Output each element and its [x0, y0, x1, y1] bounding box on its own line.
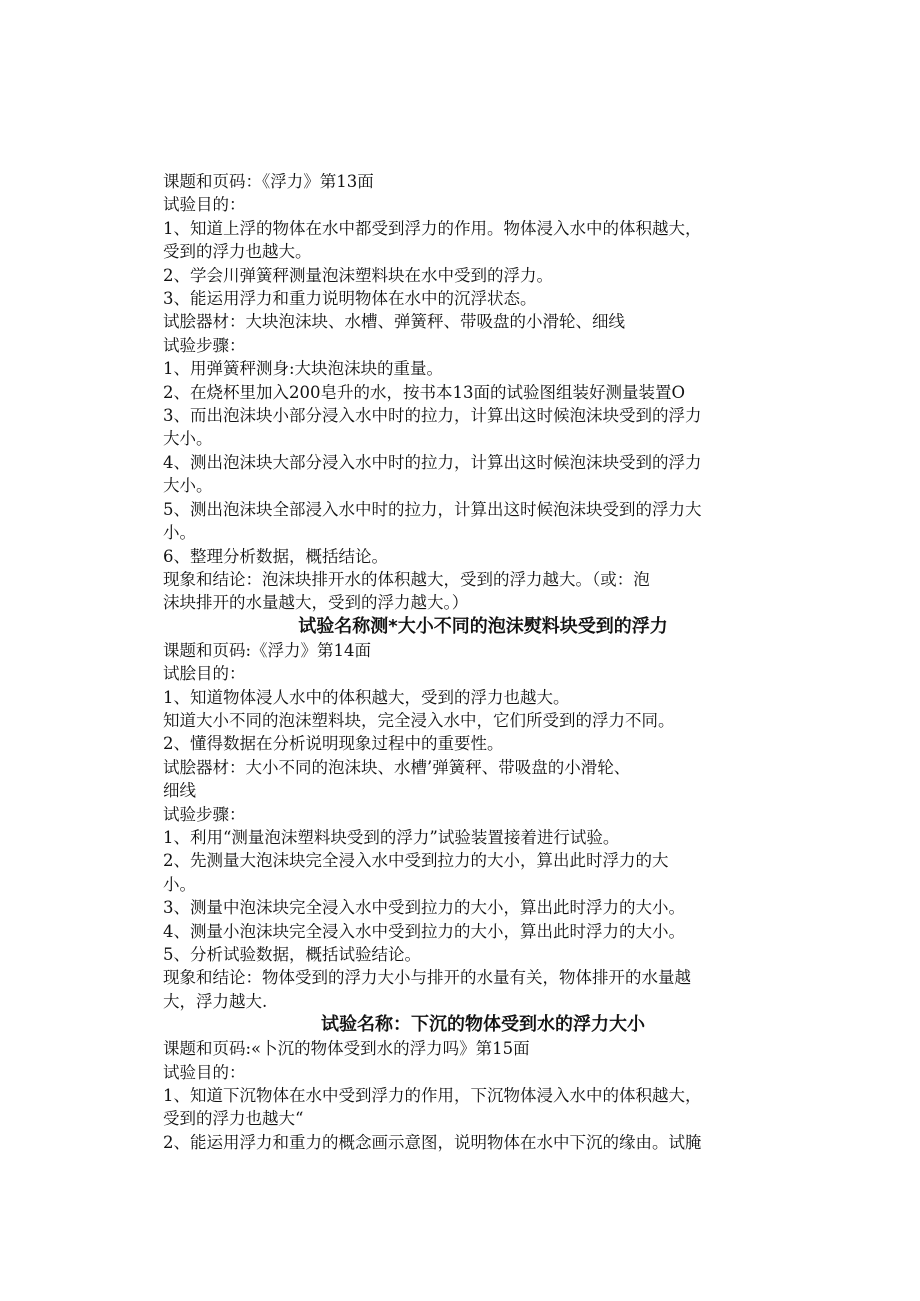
text-line: 3、测量中泡沫块完全浸入水中受到拉力的大小，算出此时浮力的大小。: [163, 898, 685, 918]
text-line: 试脍器材：大小不同的泡沫块、水槽’弹簧秤、带吸盘的小滑轮、: [163, 757, 631, 777]
section-heading: 试验名称：下沉的物体受到水的浮力大小: [321, 1014, 645, 1036]
text-line: 试验目的：: [163, 1062, 246, 1082]
text-line: 试脍目的：: [163, 664, 246, 684]
text-line: 2、在烧杯里加入200皂升的水，按书本13面的试验图组装好测量装置O: [163, 382, 686, 402]
text-line: 试验目的：: [163, 195, 246, 215]
text-line: 课题和页码:《浮力》第14面: [163, 640, 372, 660]
text-line: 2、学会川弹簧秤测量泡沫塑料块在水中受到的浮力。: [163, 265, 553, 285]
text-line: 2、能运用浮力和重力的概念画示意图，说明物体在水中下沉的缘由。试腌: [163, 1132, 702, 1152]
text-line: 1、知道物体浸人水中的体积越大，受到的浮力也越大。: [163, 687, 570, 707]
text-line: 小。: [163, 874, 196, 894]
text-line: 现象和结论：物体受到的浮力大小与排开的水量有关，物体排开的水量越: [163, 968, 691, 988]
text-line: 细线: [163, 781, 196, 801]
text-line: 1、用弹簧秤测身:大块泡沫块的重量。: [163, 359, 444, 379]
text-line: 2、先测量大泡沫块完全浸入水中受到拉力的大小，算出此时浮力的大: [163, 851, 669, 871]
text-line: 受到的浮力也越大“: [163, 1109, 304, 1129]
text-line: 知道大小不同的泡沫塑料块，完全浸入水中，它们所受到的浮力不同。: [163, 710, 675, 730]
text-line: 1、知道下沉物体在水中受到浮力的作用，下沉物体浸入水中的体积越大，: [163, 1086, 702, 1106]
text-line: 5、测出泡沫块全部浸入水中时的拉力，计算出这时候泡沫块受到的浮力大: [163, 499, 702, 519]
text-line: 1、知道上浮的物体在水中都受到浮力的作用。物体浸入水中的体积越大，: [163, 218, 702, 238]
text-line: 大小。: [163, 476, 213, 496]
text-line: 沫块排开的水量越大，受到的浮力越大。）: [163, 593, 469, 613]
text-line: 受到的浮力也越大。: [163, 242, 312, 262]
text-line: 1、利用“测量泡沫塑料块受到的浮力”试验装置接着进行试验。: [163, 827, 620, 847]
text-line: 试脍器材：大块泡沫块、水槽、弹簧秤、带吸盘的小滑轮、细线: [163, 312, 625, 332]
text-line: 现象和结论：泡沫块排开水的体积越大，受到的浮力越大。（或：泡: [163, 569, 650, 589]
section-heading: 试验名称测*大小不同的泡沫熨料块受到的浮力: [298, 615, 668, 637]
text-line: 小。: [163, 523, 196, 543]
text-line: 2、懂得数据在分析说明现象过程中的重要性。: [163, 734, 504, 754]
text-line: 3、而出泡沫块小部分浸入水中时的拉力，计算出这时候泡沫块受到的浮力: [163, 406, 702, 426]
text-line: 5、分析试验数据，概括试验结论。: [163, 945, 421, 964]
text-line: 课题和页码：《浮力》第13面: [163, 172, 374, 191]
text-line: 课题和页码:«卜沉的物体受到水的浮力吗》第15面: [163, 1039, 530, 1059]
text-line: 试验步骤：: [163, 804, 246, 824]
text-line: 3、能运用浮力和重力说明物体在水中的沉浮状态。: [163, 289, 537, 309]
text-line: 4、测量小泡沫块完全浸入水中受到拉力的大小，算出此时浮力的大小。: [163, 921, 685, 941]
text-line: 大，浮力越大.: [163, 991, 268, 1011]
text-line: 试验步骤：: [163, 335, 246, 355]
text-line: 大小。: [163, 429, 213, 449]
text-line: 4、测出泡沫块大部分浸入水中时的拉力，计算出这时候泡沫块受到的浮力: [163, 452, 702, 472]
text-line: 6、整理分析数据，概括结论。: [163, 546, 388, 566]
document-body: [163, 170, 773, 1154]
